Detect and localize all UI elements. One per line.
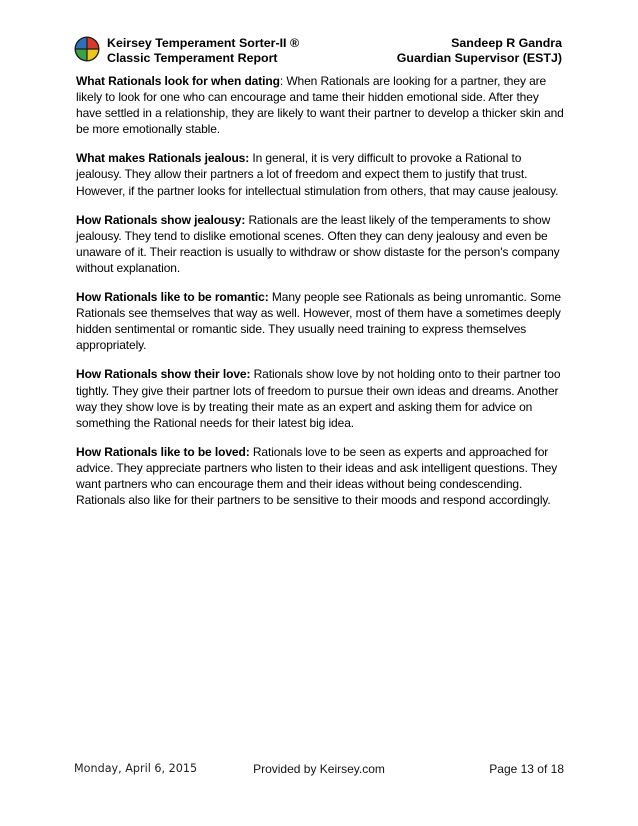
section-dating bbox=[76, 73, 564, 137]
section-jealous bbox=[76, 150, 564, 198]
section-show-jealousy bbox=[76, 212, 564, 276]
section-heading: What makes Rationals jealous: bbox=[76, 151, 250, 166]
section-romantic bbox=[76, 289, 564, 353]
section-heading: How Rationals like to be loved: bbox=[76, 444, 250, 459]
report-title-block bbox=[107, 36, 299, 66]
report-date: Monday, April 6, 2015 bbox=[74, 762, 198, 775]
person-block bbox=[397, 36, 562, 66]
section-text: Rationals are the least likely of the temperaments to show jealousy. They tend to dislike emotional scenes. Often they can deny jealousy and even be unaware of it. Their reaction is usually to withdraw or show distaste for the person's company without explanation. bbox=[76, 212, 560, 275]
temperament-type: Guardian Supervisor (ESTJ) bbox=[396, 51, 562, 65]
keirsey-logo-icon bbox=[74, 36, 100, 62]
section-be-loved bbox=[76, 444, 564, 508]
person-name: Sandeep R Gandra bbox=[451, 36, 562, 50]
section-text: When Rationals are looking for a partner, they are likely to look for one who can encourage and tame their hidden emotional side. After they have settled in a relationship, they are likely to want their partner to develop a thicker skin and be more emotionally stable. bbox=[76, 74, 564, 137]
page-number: Page 13 of 18 bbox=[489, 762, 564, 776]
section-heading: What Rationals look for when dating bbox=[76, 74, 280, 88]
report-name: Classic Temperament Report bbox=[107, 51, 278, 65]
page-header bbox=[74, 36, 562, 68]
section-show-love bbox=[76, 366, 564, 430]
section-heading: How Rationals show their love: bbox=[76, 367, 251, 382]
section-text: Rationals love to be seen as experts and approached for advice. They appreciate partners who listen to their ideas and ask intelligent questions. They want partners who can encourage them and their ideas without being condescending. Rationals also like for their partners to be sensitive to their moods and respond accordingly. bbox=[76, 444, 558, 508]
section-heading: How Rationals like to be romantic: bbox=[76, 290, 269, 305]
section-heading: How Rationals show jealousy: bbox=[76, 212, 246, 227]
page-footer bbox=[74, 762, 564, 778]
provider-credit: Provided by Keirsey.com bbox=[253, 762, 385, 776]
section-text: In general, it is very difficult to provoke a Rational to jealousy. They allow their partners a lot of freedom and expect them to justify that trust. However, if the partner looks for intellectual stimulation from others, that may cause jealousy. bbox=[76, 151, 559, 198]
product-name: Keirsey Temperament Sorter-II ® bbox=[107, 36, 300, 50]
section-text: Rationals show love by not holding onto to their partner too tightly. They give their partner lots of freedom to pursue their own ideas and dreams. Another way they show love is by treating their mate as an expert and asking them for advice on something the Rational needs for their latest big idea. bbox=[76, 367, 561, 430]
report-body bbox=[76, 73, 564, 521]
section-text: Many people see Rationals as being unromantic. Some Rationals see themselves that way as well. However, most of them have a sometimes deeply hidden sentimental or romantic side. They usually need training to express themselves appropriately. bbox=[76, 290, 561, 353]
separator: : bbox=[279, 74, 287, 88]
